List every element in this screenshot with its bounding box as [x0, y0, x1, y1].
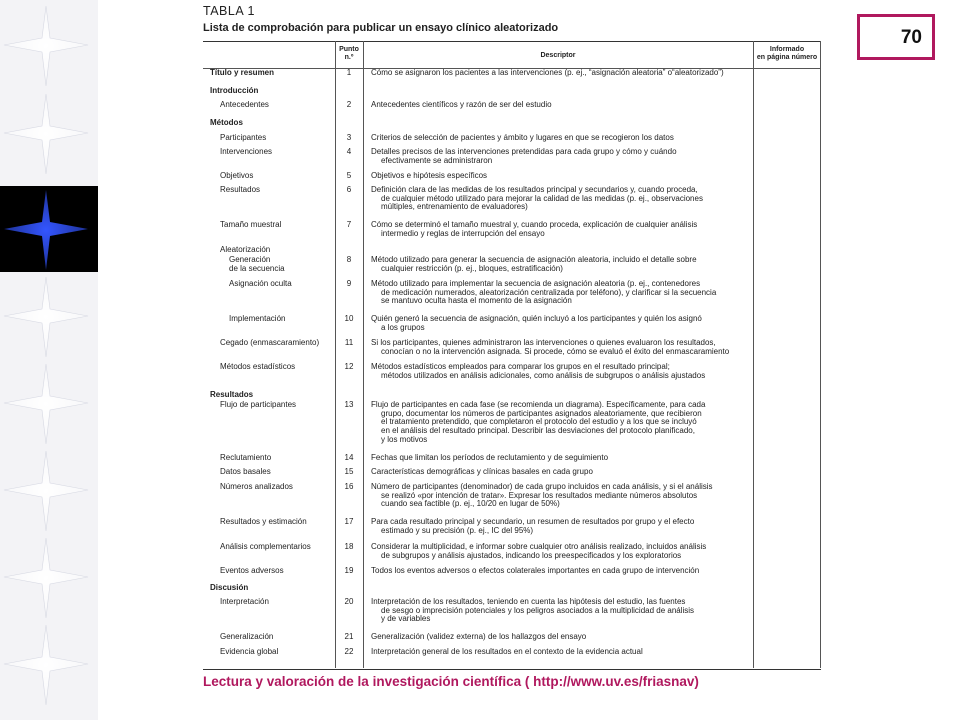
descriptor-line: se realizó «por intención de tratar». Expresar los resultados mediante números absolutos	[381, 490, 698, 500]
section-heading: Resultados	[210, 390, 254, 399]
row-label: de la secuencia	[229, 263, 285, 273]
descriptor-line: Fechas que limitan los períodos de reclutamiento y de seguimiento	[371, 453, 609, 462]
descriptor-line: Quién generó la secuencia de asignación, quién incluyó a los participantes y quién los asignó	[371, 314, 702, 323]
item-number: 14	[344, 453, 354, 462]
descriptor-line: Si los participantes, quienes administraron las intervenciones o quienes evaluaron los resultados,	[371, 338, 716, 347]
descriptor-line: se mantuvo oculta hasta el momento de la asignación	[381, 296, 572, 306]
descriptor-line: Definición clara de las medidas de los resultados principal y secundarios y, cuando proceda,	[371, 185, 698, 194]
sidebar	[0, 0, 98, 720]
star-icon	[0, 360, 98, 446]
row-label: Datos basales	[220, 467, 271, 476]
row-label: Antecedentes	[220, 100, 269, 109]
item-number: 1	[346, 68, 352, 77]
descriptor-line: de subgrupos y análisis ajustados, indicando los preespecificados y los exploratorios	[381, 550, 682, 560]
star-icon	[0, 90, 98, 176]
descriptor-line: Número de participantes (denominador) de cada grupo incluidos en cada análisis, y si el análisis	[371, 482, 713, 491]
row-label: Cegado (enmascaramiento)	[220, 338, 320, 347]
descriptor-line: efectivamente se administraron	[381, 155, 493, 165]
section-heading: Introducción	[210, 86, 259, 95]
descriptor-line: Generalización (validez externa) de los hallazgos del ensayo	[371, 632, 587, 641]
row-label: Métodos estadísticos	[220, 362, 296, 371]
descriptor-line: a los grupos	[381, 322, 425, 332]
star-icon	[0, 534, 98, 620]
column-divider	[753, 41, 754, 668]
descriptor-line: y de variables	[381, 614, 431, 624]
descriptor-line: Cómo se asignaron los pacientes a las intervenciones (p. ej., “asignación aleatoria” o“aleatorizado”)	[371, 68, 724, 77]
descriptor-line: estimado y su precisión (p. ej., IC del 95%)	[381, 525, 534, 535]
descriptor-line: y los motivos	[381, 434, 428, 444]
section-heading: Título y resumen	[210, 68, 275, 77]
item-number: 12	[344, 362, 354, 371]
descriptor-line: de cualquier método utilizado para mejorar la calidad de las medidas (p. ej., observaciones	[381, 193, 703, 203]
item-number: 17	[344, 517, 354, 526]
star-icon	[0, 273, 98, 359]
row-label: Tamaño muestral	[220, 220, 282, 229]
descriptor-line: Objetivos e hipótesis específicos	[371, 171, 488, 180]
descriptor-line: de sesgo o imprecisión potenciales y los peligros asociados a la multiplicidad de análisis	[381, 605, 695, 615]
item-number: 9	[346, 279, 352, 288]
descriptor-line: Método utilizado para generar la secuencia de asignación aleatoria, incluido el detalle sobre	[371, 255, 697, 264]
descriptor-line: Criterios de selección de pacientes y ámbito y lugares en que se recogieron los datos	[371, 133, 674, 142]
item-number: 22	[344, 647, 354, 656]
item-number: 3	[346, 133, 352, 142]
descriptor-line: conocían o no la intervención asignada. Si procede, cómo se evaluó el éxito del enmascaramiento	[381, 346, 730, 356]
row-label: Generalización	[220, 632, 274, 641]
header-reported-page: Informado en página número	[756, 46, 818, 61]
row-label: Aleatorización	[220, 245, 271, 254]
row-label: Generación	[229, 255, 271, 264]
header-item-number: Punto n.º	[339, 46, 359, 61]
item-number: 6	[346, 185, 352, 194]
column-divider	[363, 41, 364, 668]
descriptor-line: métodos utilizados en análisis adicionales, como análisis de subgrupos o análisis ajustados	[381, 370, 706, 380]
row-label: Intervenciones	[220, 147, 273, 156]
item-number: 11	[344, 338, 354, 347]
descriptor-line: grupo, documentar los números de participantes asignados aleatoriamente, que recibieron	[381, 408, 702, 418]
item-number: 21	[344, 632, 354, 641]
row-label: Resultados	[220, 185, 261, 194]
star-icon	[0, 186, 98, 272]
descriptor-line: Métodos estadísticos empleados para comparar los grupos en el resultado principal;	[371, 362, 670, 371]
item-number: 7	[346, 220, 352, 229]
descriptor-line: Cómo se determinó el tamaño muestral y, cuando proceda, explicación de cualquier análisis	[371, 220, 698, 229]
descriptor-line: Considerar la multiplicidad, e informar sobre cualquier otro análisis realizado, incluidos análisis	[371, 542, 707, 551]
page-number: 70	[900, 27, 922, 48]
descriptor-line: Para cada resultado principal y secundario, un resumen de resultados por grupo y el efecto	[371, 517, 695, 526]
descriptor-line: Antecedentes científicos y razón de ser del estudio	[371, 100, 552, 109]
table-label: TABLA 1	[203, 4, 255, 18]
section-heading: Métodos	[210, 118, 243, 127]
page-number-badge	[857, 14, 935, 60]
row-label: Eventos adversos	[220, 566, 284, 575]
descriptor-line: en el análisis del resultado principal. Describir las desviaciones del protocolo planificado,	[381, 426, 695, 436]
descriptor-line: Todos los eventos adversos o efectos colaterales importantes en cada grupo de intervención	[371, 566, 700, 575]
item-number: 8	[346, 255, 352, 264]
star-icon	[0, 2, 98, 88]
item-number: 19	[344, 566, 354, 575]
item-number: 4	[346, 147, 352, 156]
row-label: Participantes	[220, 133, 267, 142]
column-divider	[820, 41, 821, 668]
header-descriptor: Descriptor	[540, 52, 576, 59]
descriptor-line: el tratamiento pretendido, que completaron el protocolo del estudio y a los que se incluyó	[381, 417, 697, 427]
item-number: 16	[344, 482, 354, 491]
row-label: Flujo de participantes	[220, 400, 297, 409]
row-label: Reclutamiento	[220, 453, 272, 462]
row-label: Implementación	[229, 314, 286, 323]
row-label: Objetivos	[220, 171, 254, 180]
descriptor-line: Método utilizado para implementar la secuencia de asignación aleatoria (p. ej., contenedores	[371, 279, 701, 288]
item-number: 18	[344, 542, 354, 551]
descriptor-line: múltiples, entrenamiento de evaluadores)	[381, 202, 528, 212]
descriptor-line: intermedio y reglas de interrupción del ensayo	[381, 228, 545, 238]
descriptor-line: Flujo de participantes en cada fase (se recomienda un diagrama). Específicamente, para cada	[371, 400, 706, 409]
descriptor-line: cuando sea factible (p. ej., 10/20 en lugar de 50%)	[381, 499, 560, 509]
descriptor-line: Interpretación de los resultados, teniendo en cuenta las hipótesis del estudio, las fuentes	[371, 597, 686, 606]
descriptor-line: cualquier restricción (p. ej., bloques, estratificación)	[381, 263, 563, 273]
row-label: Números analizados	[220, 482, 293, 491]
item-number: 5	[346, 171, 352, 180]
checklist-document	[203, 0, 823, 670]
footer-citation: Lectura y valoración de la investigación científica ( http://www.uv.es/friasnav)	[203, 674, 699, 689]
item-number: 2	[346, 100, 352, 109]
descriptor-line: Interpretación general de los resultados en el contexto de la evidencia actual	[371, 647, 643, 656]
item-number: 10	[344, 314, 354, 323]
item-number: 15	[344, 467, 354, 476]
row-label: Interpretación	[220, 597, 269, 606]
row-label: Análisis complementarios	[220, 542, 311, 551]
star-icon	[0, 621, 98, 707]
row-label: Evidencia global	[220, 647, 279, 656]
descriptor-line: Detalles precisos de las intervenciones pretendidas para cada grupo y cómo y cuándo	[371, 147, 677, 156]
section-heading: Discusión	[210, 583, 249, 592]
row-label: Asignación oculta	[229, 279, 292, 288]
item-number: 13	[344, 400, 354, 409]
row-label: Resultados y estimación	[220, 517, 307, 526]
item-number: 20	[344, 597, 354, 606]
table-title: Lista de comprobación para publicar un ensayo clínico aleatorizado	[203, 22, 559, 34]
star-icon	[0, 447, 98, 533]
descriptor-line: Características demográficas y clínicas basales en cada grupo	[371, 467, 593, 476]
descriptor-line: de medicación numerados, aleatorización centralizada por teléfono), y clarificar si la secuencia	[381, 287, 717, 297]
